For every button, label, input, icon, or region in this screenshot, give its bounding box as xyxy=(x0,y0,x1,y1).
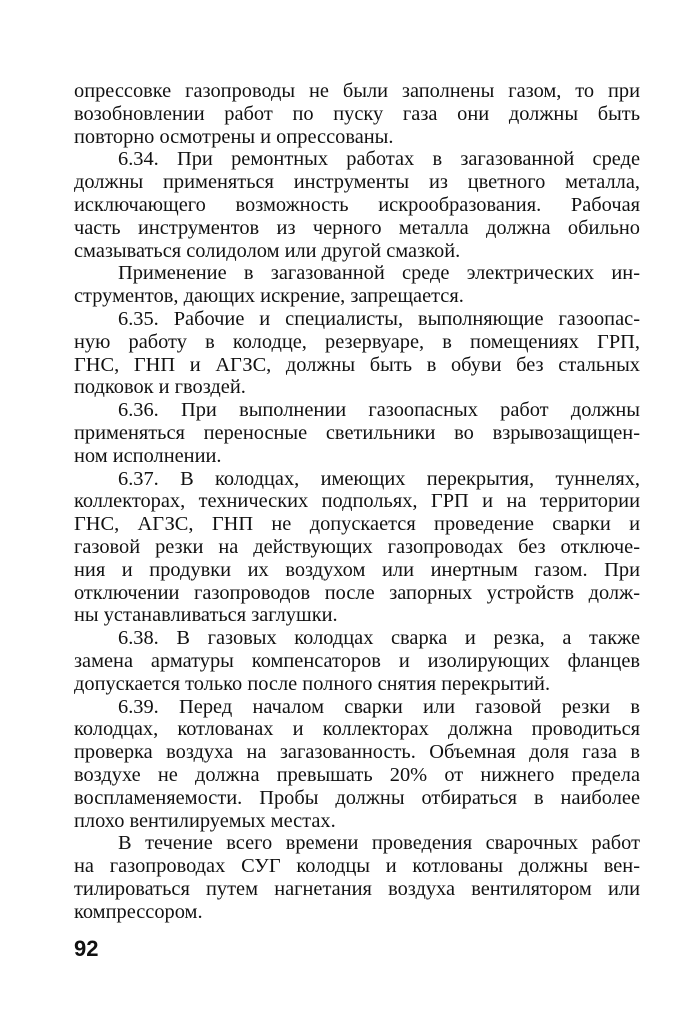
text-line: 6.36. При выполнении газоопасных работ должны xyxy=(118,399,640,422)
text-line: В течение всего времени проведения сварочных работ xyxy=(118,832,640,855)
text-line: коллекторах, технических подпольях, ГРП и на территории xyxy=(74,490,640,513)
text-line: ны устанавливаться заглушки. xyxy=(74,604,338,627)
text-line: 6.38. В газовых колодцах сварка и резка, а также xyxy=(118,627,640,650)
text-line: часть инструментов из черного металла должна обильно xyxy=(74,216,640,239)
text-line: проверка воздуха на загазованность. Объемная доля газа в xyxy=(74,741,640,764)
text-line: воздухе не должна превышать 20% от нижнего предела xyxy=(74,763,640,786)
text-line: компрессором. xyxy=(74,900,203,923)
text-line: 6.37. В колодцах, имеющих перекрытия, туннелях, xyxy=(118,467,640,490)
text-line: Применение в загазованной среде электрических ин- xyxy=(118,262,640,285)
text-line: воспламеняемости. Пробы должны отбираться в наиболее xyxy=(74,786,640,809)
text-line: тилироваться путем нагнетания воздуха вентилятором или xyxy=(74,877,640,900)
text-line: ную работу в колодце, резервуаре, в помещениях ГРП, xyxy=(74,330,640,353)
text-line: ГНС, АГЗС, ГНП не допускается проведение сварки и xyxy=(74,513,640,536)
text-line: применяться переносные светильники во взрывозащищен- xyxy=(74,421,640,444)
text-line: газовой резки на действующих газопроводах без отключе- xyxy=(74,535,640,558)
text-line: ном исполнении. xyxy=(74,444,222,467)
text-line: ГНС, ГНП и АГЗС, должны быть в обуви без стальных xyxy=(74,353,640,376)
page-number: 92 xyxy=(74,936,99,961)
text-line: на газопроводах СУГ колодцы и котлованы должны вен- xyxy=(74,855,640,878)
text-line: ния и продувки их воздухом или инертным газом. При xyxy=(74,558,640,581)
text-line: смазываться солидолом или другой смазкой. xyxy=(74,239,461,262)
text-line: струментов, дающих искрение, запрещается. xyxy=(74,285,464,308)
text-line: исключающего возможность искрообразования. Рабочая xyxy=(74,193,640,216)
page-body-text xyxy=(74,80,640,923)
text-line: 6.35. Рабочие и специалисты, выполняющие газоопас- xyxy=(118,307,640,330)
text-line: колодцах, котлованах и коллекторах должна проводиться xyxy=(74,718,640,741)
text-line: плохо вентилируемых местах. xyxy=(74,809,336,832)
text-line: возобновлении работ по пуску газа они должны быть xyxy=(74,102,640,125)
text-line: должны применяться инструменты из цветного металла, xyxy=(74,171,640,194)
text-line: замена арматуры компенсаторов и изолирующих фланцев xyxy=(74,649,640,672)
text-line: отключении газопроводов после запорных устройств долж- xyxy=(74,581,640,604)
text-line: подковок и гвоздей. xyxy=(74,376,246,399)
text-line: 6.34. При ремонтных работах в загазованной среде xyxy=(118,148,640,171)
text-line: опрессовке газопроводы не были заполнены газом, то при xyxy=(74,80,640,102)
text-line: 6.39. Перед началом сварки или газовой резки в xyxy=(118,695,640,718)
text-line: допускается только после полного снятия перекрытий. xyxy=(74,672,551,695)
text-line: повторно осмотрены и опрессованы. xyxy=(74,125,394,148)
